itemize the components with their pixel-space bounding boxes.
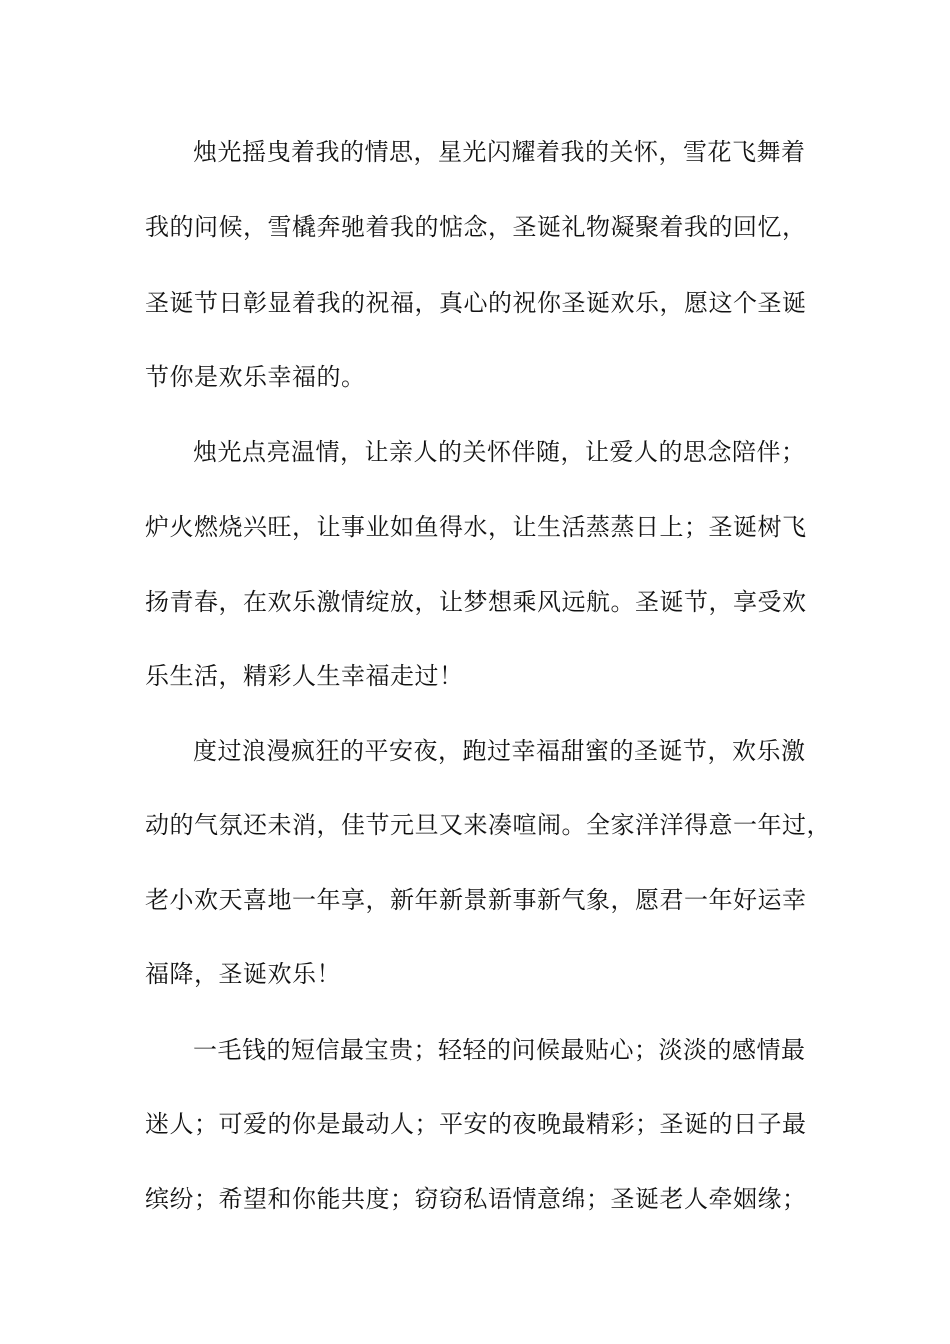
paragraph-4-line-3: 缤纷；希望和你能共度；窃窃私语情意绵；圣诞老人牵姻缘；: [145, 1185, 807, 1213]
paragraph-2-line-1: 烛光点亮温情，让亲人的关怀伴随，让爱人的思念陪伴；: [193, 438, 806, 466]
paragraph-3-line-4: 福降，圣诞欢乐！: [145, 960, 341, 988]
paragraph-1-line-3: 圣诞节日彰显着我的祝福，真心的祝你圣诞欢乐，愿这个圣诞: [145, 289, 807, 317]
paragraph-4-line-1: 一毛钱的短信最宝贵；轻轻的问候最贴心；淡淡的感情最: [193, 1036, 806, 1064]
paragraph-2-line-2: 炉火燃烧兴旺，让事业如鱼得水，让生活蒸蒸日上；圣诞树飞: [145, 513, 807, 541]
paragraph-2-line-3: 扬青春，在欢乐激情绽放，让梦想乘风远航。圣诞节，享受欢: [145, 588, 807, 616]
paragraph-1-line-1: 烛光摇曳着我的情思，星光闪耀着我的关怀，雪花飞舞着: [193, 138, 806, 166]
paragraph-2-line-4: 乐生活，精彩人生幸福走过！: [145, 662, 464, 690]
paragraph-4-line-2: 迷人；可爱的你是最动人；平安的夜晚最精彩；圣诞的日子最: [145, 1110, 807, 1138]
paragraph-3-line-2: 动的气氛还未消，佳节元旦又来凑喧闹。全家洋洋得意一年过，: [145, 811, 831, 839]
paragraph-3-line-3: 老小欢天喜地一年享，新年新景新事新气象，愿君一年好运幸: [145, 886, 807, 914]
paragraph-1-line-4: 节你是欢乐幸福的。: [145, 363, 366, 391]
paragraph-1-line-2: 我的问候，雪橇奔驰着我的惦念，圣诞礼物凝聚着我的回忆，: [145, 213, 807, 241]
paragraph-3-line-1: 度过浪漫疯狂的平安夜，跑过幸福甜蜜的圣诞节，欢乐激: [193, 737, 806, 765]
